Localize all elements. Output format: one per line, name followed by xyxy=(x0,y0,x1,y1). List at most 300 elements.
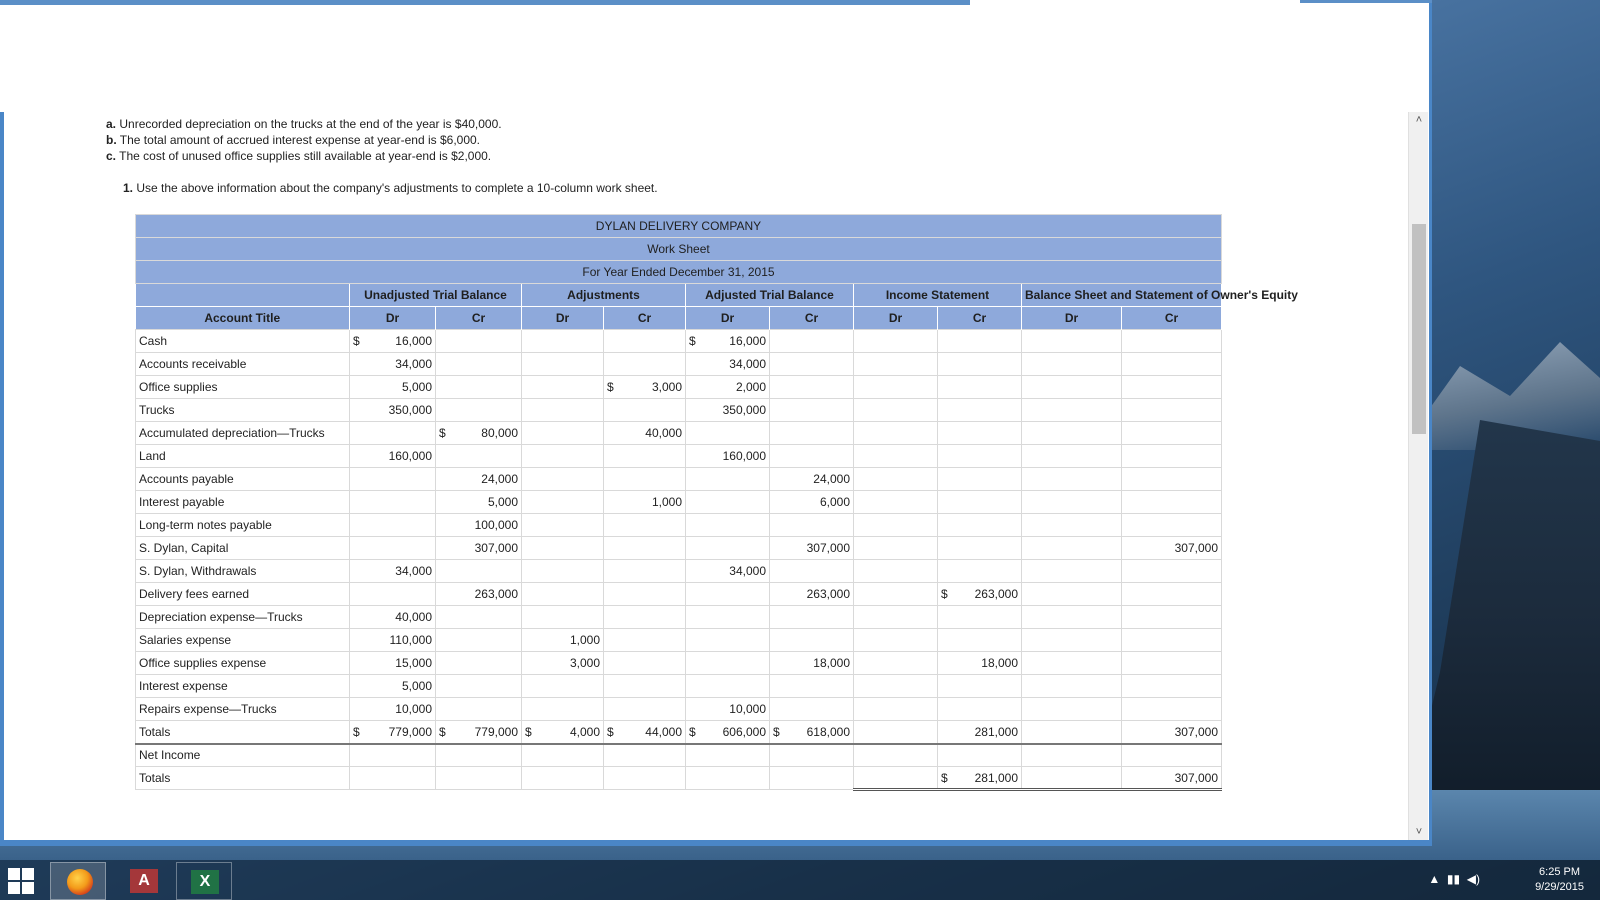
worksheet-cell[interactable] xyxy=(770,698,854,721)
cell-value: 40,000 xyxy=(395,610,432,624)
worksheet-cell[interactable] xyxy=(1022,468,1122,491)
cell-value: 44,000 xyxy=(645,724,682,739)
worksheet-cell[interactable] xyxy=(1122,606,1222,629)
cell-value: 3,000 xyxy=(651,380,682,394)
cell-value: 1,000 xyxy=(569,633,600,647)
account-title-cell: Long-term notes payable xyxy=(136,514,350,537)
cell-value: 1,000 xyxy=(651,495,682,509)
worksheet-cell[interactable] xyxy=(1122,537,1222,560)
worksheet-cell[interactable] xyxy=(770,330,854,353)
worksheet-cell[interactable] xyxy=(686,491,770,514)
worksheet-cell[interactable] xyxy=(1122,560,1222,583)
cell-value: 160,000 xyxy=(388,449,432,463)
worksheet-cell[interactable] xyxy=(686,353,770,376)
window-bottom-edge xyxy=(0,840,1432,846)
currency-symbol: $ xyxy=(689,334,696,348)
worksheet-cell[interactable] xyxy=(604,629,686,652)
worksheet-cell[interactable] xyxy=(770,675,854,698)
worksheet-cell[interactable] xyxy=(522,445,604,468)
worksheet-cell[interactable] xyxy=(522,376,604,399)
worksheet-cell[interactable] xyxy=(604,445,686,468)
worksheet-cell[interactable] xyxy=(938,468,1022,491)
worksheet-cell[interactable] xyxy=(854,583,938,606)
worksheet-cell[interactable] xyxy=(854,629,938,652)
worksheet-cell[interactable] xyxy=(604,721,686,744)
worksheet-cell[interactable] xyxy=(854,491,938,514)
currency-symbol: $ xyxy=(607,725,614,739)
worksheet-cell[interactable] xyxy=(1022,514,1122,537)
show-hidden-icons-icon[interactable]: ▲ xyxy=(1428,872,1441,886)
worksheet-cell[interactable] xyxy=(770,491,854,514)
scroll-up-icon[interactable]: ˄ xyxy=(1415,114,1423,126)
worksheet-cell[interactable] xyxy=(938,629,1022,652)
currency-symbol: $ xyxy=(607,380,614,394)
worksheet-cell[interactable] xyxy=(522,491,604,514)
worksheet-cell[interactable] xyxy=(938,675,1022,698)
worksheet-cell[interactable] xyxy=(1122,721,1222,744)
table-row xyxy=(136,560,1222,583)
firefox-taskbar-button[interactable] xyxy=(50,862,106,900)
worksheet-cell[interactable] xyxy=(522,399,604,422)
worksheet-cell[interactable] xyxy=(1022,353,1122,376)
volume-icon[interactable]: ◀) xyxy=(1466,872,1480,886)
worksheet-cell[interactable] xyxy=(938,330,1022,353)
header-cr: Cr xyxy=(770,307,854,330)
cell-value: 5,000 xyxy=(487,495,518,509)
worksheet-cell[interactable] xyxy=(522,330,604,353)
worksheet-cell[interactable] xyxy=(1122,514,1222,537)
account-title-cell: Totals xyxy=(136,721,350,744)
worksheet-cell[interactable] xyxy=(770,514,854,537)
worksheet-cell[interactable] xyxy=(770,353,854,376)
worksheet-cell[interactable] xyxy=(1122,491,1222,514)
worksheet-cell[interactable] xyxy=(854,445,938,468)
cell-value: 2,000 xyxy=(735,380,766,394)
worksheet-cell[interactable] xyxy=(770,468,854,491)
worksheet-cell[interactable] xyxy=(938,353,1022,376)
table-row xyxy=(136,767,1222,790)
account-title-cell: Accounts payable xyxy=(136,468,350,491)
worksheet-cell[interactable] xyxy=(686,330,770,353)
excel-taskbar-button[interactable] xyxy=(176,862,232,900)
worksheet-cell[interactable] xyxy=(522,721,604,744)
worksheet-cell[interactable] xyxy=(604,399,686,422)
worksheet-cell[interactable] xyxy=(938,606,1022,629)
cell-value: 5,000 xyxy=(401,380,432,394)
worksheet-cell[interactable] xyxy=(938,537,1022,560)
cell-value: 80,000 xyxy=(481,426,518,440)
table-row xyxy=(136,468,1222,491)
worksheet-cell[interactable] xyxy=(604,514,686,537)
worksheet-cell xyxy=(436,675,522,698)
worksheet-cell xyxy=(350,376,436,399)
question: 1. Use the above information about the company's adjustments to complete a 10-column work sheet. xyxy=(123,181,658,195)
account-title-cell: Office supplies expense xyxy=(136,652,350,675)
clock-time: 6:25 PM xyxy=(1539,866,1581,878)
worksheet-cell[interactable] xyxy=(1022,445,1122,468)
worksheet-cell[interactable] xyxy=(938,445,1022,468)
worksheet-cell[interactable] xyxy=(686,514,770,537)
table-row xyxy=(136,445,1222,468)
worksheet-cell[interactable] xyxy=(770,606,854,629)
worksheet-cell[interactable] xyxy=(854,767,938,790)
worksheet-cell xyxy=(350,629,436,652)
worksheet-cell[interactable] xyxy=(686,629,770,652)
table-row xyxy=(136,606,1222,629)
table-row xyxy=(136,376,1222,399)
worksheet-cell[interactable] xyxy=(522,652,604,675)
worksheet-cell[interactable] xyxy=(770,376,854,399)
cell-value: 34,000 xyxy=(395,357,432,371)
instruction-c: c. The cost of unused office supplies still available at year-end is $2,000. xyxy=(106,149,492,163)
worksheet-cell xyxy=(350,652,436,675)
worksheet-cell[interactable] xyxy=(1022,330,1122,353)
worksheet-cell[interactable] xyxy=(604,468,686,491)
worksheet-cell xyxy=(436,583,522,606)
worksheet-cell[interactable] xyxy=(522,514,604,537)
worksheet-cell[interactable] xyxy=(1122,468,1222,491)
worksheet-cell[interactable] xyxy=(686,767,770,790)
worksheet-cell[interactable] xyxy=(604,652,686,675)
worksheet-cell[interactable] xyxy=(686,675,770,698)
worksheet-cell[interactable] xyxy=(854,330,938,353)
worksheet-cell xyxy=(350,698,436,721)
account-title-cell: Salaries expense xyxy=(136,629,350,652)
worksheet-cell[interactable] xyxy=(938,583,1022,606)
table-row xyxy=(136,330,1222,353)
header-dr: Dr xyxy=(1022,307,1122,330)
worksheet-cell[interactable] xyxy=(854,675,938,698)
account-title-cell: Depreciation expense—Trucks xyxy=(136,606,350,629)
worksheet-cell xyxy=(436,422,522,445)
table-row xyxy=(136,629,1222,652)
worksheet-cell[interactable] xyxy=(1022,767,1122,790)
cell-value: 10,000 xyxy=(729,702,766,716)
cell-value: 307,000 xyxy=(806,541,850,555)
header-cr: Cr xyxy=(1122,307,1222,330)
worksheet-cell[interactable] xyxy=(604,537,686,560)
worksheet-cell[interactable] xyxy=(770,399,854,422)
worksheet-cell[interactable] xyxy=(1022,698,1122,721)
account-title-cell: S. Dylan, Withdrawals xyxy=(136,560,350,583)
account-title-cell: S. Dylan, Capital xyxy=(136,537,350,560)
worksheet-cell[interactable] xyxy=(1022,537,1122,560)
worksheet-cell[interactable] xyxy=(1122,767,1222,790)
worksheet-cell xyxy=(436,491,522,514)
worksheet-cell[interactable] xyxy=(686,744,770,767)
worksheet-cell xyxy=(436,330,522,353)
worksheet-cell xyxy=(436,445,522,468)
worksheet-cell[interactable] xyxy=(854,606,938,629)
cell-value: 18,000 xyxy=(813,656,850,670)
worksheet-cell[interactable] xyxy=(854,422,938,445)
worksheet-cell[interactable] xyxy=(770,537,854,560)
header-dr: Dr xyxy=(350,307,436,330)
account-title-cell: Interest expense xyxy=(136,675,350,698)
worksheet-cell xyxy=(350,721,436,744)
worksheet-cell xyxy=(436,376,522,399)
cell-value: 40,000 xyxy=(645,426,682,440)
worksheet-cell[interactable] xyxy=(854,468,938,491)
account-title-cell: Office supplies xyxy=(136,376,350,399)
firefox-icon xyxy=(67,869,93,895)
table-row xyxy=(136,744,1222,767)
worksheet-cell[interactable] xyxy=(686,652,770,675)
worksheet-cell[interactable] xyxy=(770,583,854,606)
account-title-cell: Accumulated depreciation—Trucks xyxy=(136,422,350,445)
currency-symbol: $ xyxy=(941,771,948,785)
worksheet-cell[interactable] xyxy=(686,698,770,721)
worksheet-cell[interactable] xyxy=(686,606,770,629)
worksheet-cell[interactable] xyxy=(854,721,938,744)
currency-symbol: $ xyxy=(439,725,446,739)
worksheet-cell xyxy=(436,537,522,560)
worksheet-cell[interactable] xyxy=(1022,560,1122,583)
worksheet-cell[interactable] xyxy=(1122,422,1222,445)
worksheet-cell[interactable] xyxy=(854,514,938,537)
worksheet-cell[interactable] xyxy=(1022,721,1122,744)
cell-value: 34,000 xyxy=(729,564,766,578)
worksheet-cell[interactable] xyxy=(854,537,938,560)
cell-value: 10,000 xyxy=(395,702,432,716)
cell-value: 307,000 xyxy=(1174,724,1218,739)
account-title-cell: Interest payable xyxy=(136,491,350,514)
cell-value: 34,000 xyxy=(729,357,766,371)
account-title-cell: Trucks xyxy=(136,399,350,422)
worksheet-cell[interactable] xyxy=(604,698,686,721)
network-icon[interactable]: ▮▮ xyxy=(1446,872,1461,886)
worksheet-cell[interactable] xyxy=(1122,330,1222,353)
worksheet-cell[interactable] xyxy=(938,652,1022,675)
worksheet-cell[interactable] xyxy=(1122,675,1222,698)
worksheet-cell[interactable] xyxy=(1022,399,1122,422)
cell-value: 5,000 xyxy=(401,679,432,693)
currency-symbol: $ xyxy=(439,426,446,440)
cell-value: 16,000 xyxy=(729,334,766,348)
worksheet-cell xyxy=(350,422,436,445)
worksheet-cell[interactable] xyxy=(938,744,1022,767)
group-income-statement: Income Statement xyxy=(854,284,1022,307)
worksheet-cell[interactable] xyxy=(854,698,938,721)
worksheet-cell[interactable] xyxy=(770,560,854,583)
worksheet-cell[interactable] xyxy=(938,491,1022,514)
worksheet-cell[interactable] xyxy=(604,560,686,583)
worksheet-cell[interactable] xyxy=(1122,445,1222,468)
worksheet-cell[interactable] xyxy=(604,491,686,514)
account-title-cell: Land xyxy=(136,445,350,468)
table-row xyxy=(136,652,1222,675)
worksheet-cell[interactable] xyxy=(854,744,938,767)
scroll-down-icon[interactable]: ˅ xyxy=(1415,826,1423,838)
group-adjusted-trial-balance: Adjusted Trial Balance xyxy=(686,284,854,307)
worksheet-cell[interactable] xyxy=(522,560,604,583)
worksheet-cell[interactable] xyxy=(1022,376,1122,399)
cell-value: 263,000 xyxy=(474,587,518,601)
worksheet-cell[interactable] xyxy=(938,376,1022,399)
scroll-thumb[interactable] xyxy=(1412,224,1426,434)
worksheet-cell[interactable] xyxy=(522,537,604,560)
worksheet-cell[interactable] xyxy=(1122,376,1222,399)
worksheet-cell[interactable] xyxy=(686,376,770,399)
worksheet-cell xyxy=(350,399,436,422)
worksheet-cell[interactable] xyxy=(1122,399,1222,422)
worksheet-cell[interactable] xyxy=(1022,583,1122,606)
company-name: DYLAN DELIVERY COMPANY xyxy=(136,215,1222,238)
worksheet-cell[interactable] xyxy=(604,330,686,353)
worksheet-cell[interactable] xyxy=(854,376,938,399)
worksheet-cell[interactable] xyxy=(604,376,686,399)
excel-icon: X xyxy=(191,870,219,894)
worksheet-cell xyxy=(436,468,522,491)
worksheet-cell[interactable] xyxy=(522,675,604,698)
worksheet-cell[interactable] xyxy=(770,721,854,744)
worksheet-cell xyxy=(350,537,436,560)
cell-value: 263,000 xyxy=(806,587,850,601)
worksheet-cell xyxy=(350,583,436,606)
worksheet-cell[interactable] xyxy=(938,698,1022,721)
worksheet-cell[interactable] xyxy=(770,445,854,468)
table-row xyxy=(136,353,1222,376)
worksheet-cell[interactable] xyxy=(604,583,686,606)
worksheet-cell xyxy=(436,767,522,790)
worksheet-cell xyxy=(350,330,436,353)
group-unadjusted-trial-balance: Unadjusted Trial Balance xyxy=(350,284,522,307)
sheet-period: For Year Ended December 31, 2015 xyxy=(136,261,1222,284)
table-row xyxy=(136,583,1222,606)
worksheet-cell xyxy=(350,675,436,698)
cell-value: 350,000 xyxy=(388,403,432,417)
cell-value: 4,000 xyxy=(569,724,600,739)
worksheet-cell[interactable] xyxy=(938,767,1022,790)
worksheet-cell[interactable] xyxy=(770,767,854,790)
worksheet-cell[interactable] xyxy=(686,399,770,422)
vertical-scrollbar[interactable] xyxy=(1408,112,1428,840)
cell-value: 307,000 xyxy=(1174,770,1218,785)
header-cr: Cr xyxy=(436,307,522,330)
worksheet-cell[interactable] xyxy=(522,468,604,491)
table-row xyxy=(136,491,1222,514)
worksheet-cell[interactable] xyxy=(854,353,938,376)
windows-start-icon[interactable] xyxy=(8,868,36,896)
worksheet-cell[interactable] xyxy=(854,560,938,583)
header-cr: Cr xyxy=(938,307,1022,330)
cell-value: 281,000 xyxy=(974,770,1018,785)
worksheet-cell[interactable] xyxy=(686,468,770,491)
clock[interactable] xyxy=(1535,865,1584,895)
worksheet-cell[interactable] xyxy=(522,422,604,445)
access-icon: A xyxy=(130,869,158,893)
worksheet-cell xyxy=(436,399,522,422)
worksheet-cell[interactable] xyxy=(1022,606,1122,629)
cell-value: 350,000 xyxy=(722,403,766,417)
cell-value: 160,000 xyxy=(722,449,766,463)
worksheet-cell[interactable] xyxy=(522,606,604,629)
group-adjustments: Adjustments xyxy=(522,284,686,307)
worksheet-cell[interactable] xyxy=(854,399,938,422)
worksheet-cell[interactable] xyxy=(522,629,604,652)
worksheet-cell xyxy=(436,744,522,767)
worksheet-cell[interactable] xyxy=(1122,353,1222,376)
currency-symbol: $ xyxy=(773,725,780,739)
worksheet-cell[interactable] xyxy=(1022,744,1122,767)
worksheet-cell[interactable] xyxy=(686,721,770,744)
worksheet-cell xyxy=(350,353,436,376)
worksheet-cell xyxy=(350,491,436,514)
worksheet-cell[interactable] xyxy=(938,721,1022,744)
worksheet-cell xyxy=(350,560,436,583)
worksheet-cell[interactable] xyxy=(1022,629,1122,652)
instructions xyxy=(106,116,502,164)
currency-symbol: $ xyxy=(689,725,696,739)
header-cr: Cr xyxy=(604,307,686,330)
worksheet-cell[interactable] xyxy=(522,698,604,721)
worksheet-cell[interactable] xyxy=(604,744,686,767)
worksheet-cell[interactable] xyxy=(604,675,686,698)
worksheet-cell[interactable] xyxy=(1122,698,1222,721)
worksheet-cell[interactable] xyxy=(604,767,686,790)
worksheet-cell xyxy=(436,353,522,376)
currency-symbol: $ xyxy=(353,725,360,739)
worksheet-cell[interactable] xyxy=(686,583,770,606)
cell-value: 307,000 xyxy=(1174,541,1218,555)
header-dr: Dr xyxy=(522,307,604,330)
worksheet-cell[interactable] xyxy=(770,629,854,652)
worksheet-cell[interactable] xyxy=(686,445,770,468)
worksheet-cell[interactable] xyxy=(522,353,604,376)
worksheet-cell[interactable] xyxy=(770,744,854,767)
worksheet-cell[interactable] xyxy=(938,422,1022,445)
taskbar xyxy=(0,860,1600,900)
worksheet-cell[interactable] xyxy=(1022,491,1122,514)
worksheet-cell[interactable] xyxy=(938,399,1022,422)
worksheet-cell[interactable] xyxy=(686,560,770,583)
worksheet-cell[interactable] xyxy=(686,537,770,560)
worksheet-cell[interactable] xyxy=(1022,422,1122,445)
instruction-b: b. The total amount of accrued interest expense at year-end is $6,000. xyxy=(106,133,481,147)
cell-value: 110,000 xyxy=(389,633,432,647)
worksheet-cell[interactable] xyxy=(1122,744,1222,767)
worksheet-cell[interactable] xyxy=(1122,652,1222,675)
group-balance-sheet: Balance Sheet and Statement of Owner's Equity xyxy=(1022,284,1222,307)
instruction-a: a. Unrecorded depreciation on the trucks at the end of the year is $40,000. xyxy=(106,117,502,131)
worksheet-cell[interactable] xyxy=(604,606,686,629)
worksheet-cell[interactable] xyxy=(854,652,938,675)
worksheet-cell[interactable] xyxy=(1122,583,1222,606)
sheet-title: Work Sheet xyxy=(136,238,1222,261)
worksheet-cell[interactable] xyxy=(522,583,604,606)
cell-value: 15,000 xyxy=(395,656,432,670)
worksheet-cell[interactable] xyxy=(1122,629,1222,652)
worksheet-cell[interactable] xyxy=(1022,675,1122,698)
access-taskbar-button[interactable] xyxy=(116,862,172,900)
worksheet-cell[interactable] xyxy=(938,560,1022,583)
worksheet-cell[interactable] xyxy=(522,767,604,790)
worksheet-cell[interactable] xyxy=(770,652,854,675)
worksheet-cell[interactable] xyxy=(770,422,854,445)
worksheet-cell[interactable] xyxy=(686,422,770,445)
system-tray[interactable] xyxy=(1428,872,1480,886)
account-title-cell: Cash xyxy=(136,330,350,353)
cell-value: 606,000 xyxy=(722,724,766,739)
worksheet-cell[interactable] xyxy=(1022,652,1122,675)
worksheet-cell[interactable] xyxy=(604,422,686,445)
worksheet-cell[interactable] xyxy=(604,353,686,376)
worksheet-cell[interactable] xyxy=(522,744,604,767)
cell-value: 281,000 xyxy=(974,724,1018,739)
table-row xyxy=(136,721,1222,744)
account-title-cell: Delivery fees earned xyxy=(136,583,350,606)
worksheet-cell[interactable] xyxy=(938,514,1022,537)
